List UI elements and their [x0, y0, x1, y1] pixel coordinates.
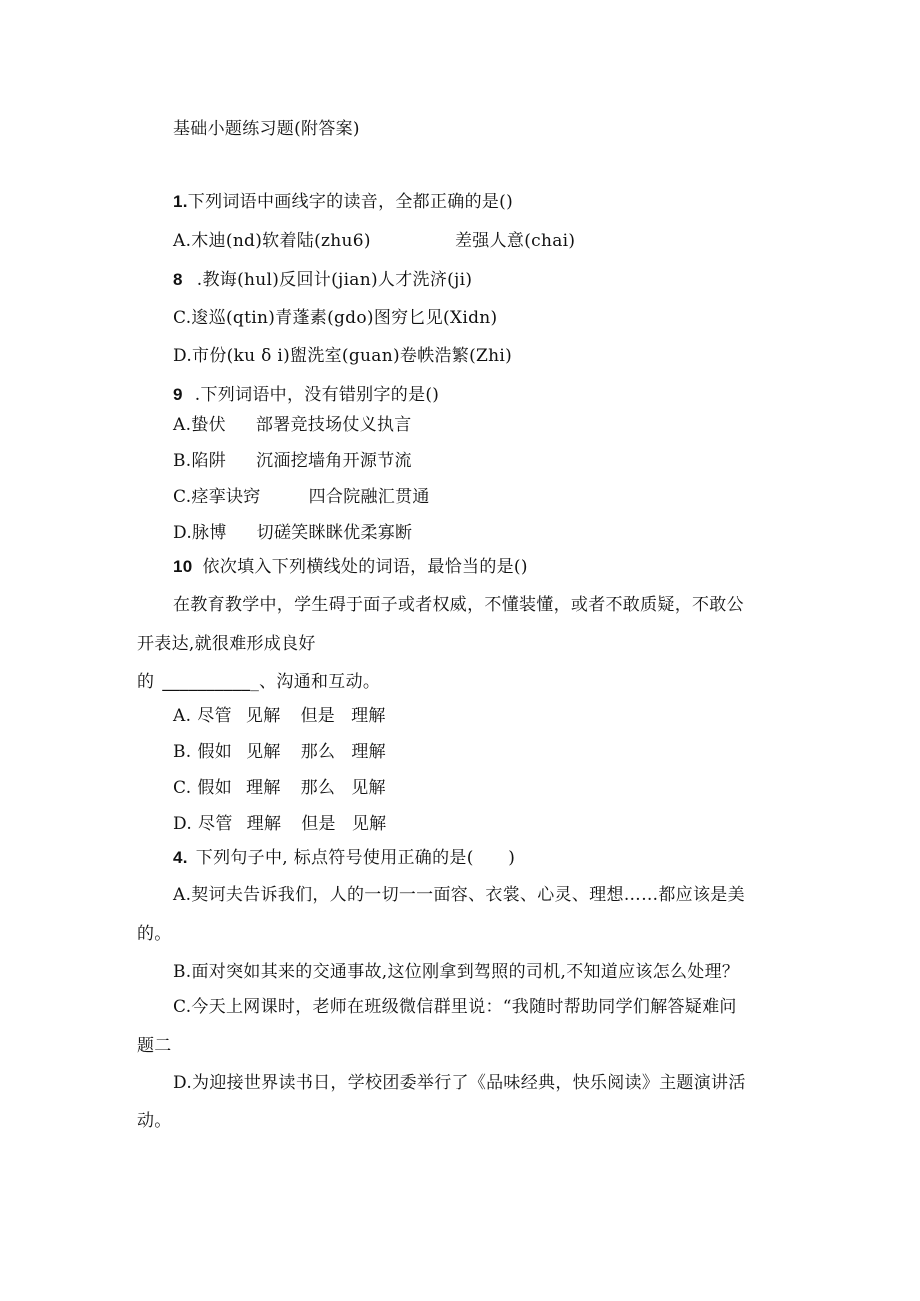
option-word: 那么	[300, 778, 336, 798]
option-word: 见解	[245, 706, 281, 726]
question-9-stem	[173, 384, 439, 406]
question-number: 1.	[173, 192, 188, 211]
option-text: .教诲(hul)反回计(jian)人才洗济(ji)	[196, 270, 473, 290]
option-label: D.	[173, 814, 193, 834]
option-label: D.脉博	[173, 523, 227, 543]
question-1-stem	[173, 191, 513, 213]
option-text: 沉湎挖墙角开源节流	[256, 451, 412, 471]
question-4-option-c-line-2: 题二	[137, 1036, 172, 1056]
question-4-option-a-line-1: A.契诃夫告诉我们，人的一切一一面容、衣裳、心灵、理想……都应该是美	[173, 885, 745, 905]
question-number: 9	[173, 385, 183, 404]
option-label: A.蛰伏	[173, 415, 226, 435]
option-word: 见解	[351, 778, 386, 798]
option-label: B.陷阱	[173, 451, 227, 471]
question-text: 下列词语中画线字的读音，全都正确的是()	[187, 192, 514, 212]
question-text: 依次填入下列横线处的词语，最恰当的是()	[202, 557, 528, 577]
option-word: 那么	[300, 742, 336, 762]
question-4-option-d-line-2: 动。	[137, 1111, 172, 1131]
option-number: 8	[173, 270, 183, 289]
question-number: 4.	[173, 848, 188, 867]
option-word: 假如	[197, 742, 233, 762]
fill-in-blank: __________	[162, 672, 251, 692]
option-word: 理解	[246, 814, 282, 834]
option-text: 切磋笑眯眯优柔寡断	[256, 523, 413, 543]
option-word: 理解	[351, 742, 386, 762]
option-word: 假如	[197, 778, 233, 798]
question-10-passage-line-2: 开表达,就很难形成良好	[137, 634, 316, 654]
question-10-option-b	[173, 741, 386, 763]
option-word: 尽管	[197, 706, 232, 726]
option-word: 尽管	[198, 814, 233, 834]
question-10-stem	[173, 556, 528, 578]
option-word: 理解	[351, 706, 386, 726]
question-10-passage-line-1: 在教育教学中，学生碍于面子或者权威，不懂装懂，或者不敢质疑，不敢公	[173, 595, 744, 615]
question-1-option-a-right: 差强人意(chai)	[455, 231, 576, 251]
question-10-option-c	[173, 777, 386, 799]
option-text: 四合院融汇贯通	[308, 487, 430, 507]
option-word: 但是	[300, 706, 336, 726]
question-9-option-c	[173, 486, 430, 508]
page-title: 基础小题练习题(附答案)	[173, 119, 360, 139]
question-9-option-d	[173, 522, 412, 544]
passage-text: _、沟通和互动。	[250, 672, 381, 692]
option-label: C.痉挛诀窍	[173, 487, 261, 507]
option-label: A.	[173, 706, 192, 726]
option-word: 但是	[301, 814, 336, 834]
question-9-option-b	[173, 450, 412, 472]
question-1-option-a-left: A.木迪(nd)软着陆(zhu6)	[173, 231, 371, 251]
option-text: 部署竞技场仗义执言	[255, 415, 412, 435]
option-label: B.	[173, 742, 192, 762]
question-4-option-c-line-1: C.今天上网课时，老师在班级微信群里说：“我随时帮助同学们解答疑难问	[173, 997, 737, 1017]
question-4-option-b: B.面对突如其来的交通事故,这位刚拿到驾照的司机,不知道应该怎么处理？	[173, 962, 740, 982]
option-word: 见解	[246, 742, 281, 762]
question-text: .下列词语中，没有错别字的是()	[194, 385, 440, 405]
question-1-option-c: C.逡巡(qtin)青蓬素(gdo)图穷匕见(Xidn)	[173, 308, 498, 328]
question-9-option-a	[173, 414, 412, 436]
question-1-option-d: D.市份(ku δ i)盥洗室(guan)卷帙浩繁(Zhi)	[173, 346, 513, 366]
question-4-option-a-line-2: 的。	[137, 924, 172, 944]
question-4-stem	[173, 847, 515, 869]
question-10-passage-line-3	[137, 671, 380, 693]
question-10-option-a	[173, 705, 386, 727]
question-4-option-d-line-1: D.为迎接世界读书日，学校团委举行了《品味经典，快乐阅读》主题演讲活	[173, 1073, 746, 1093]
option-word: 理解	[246, 778, 281, 798]
option-word: 见解	[351, 814, 387, 834]
question-1-option-b	[173, 269, 472, 291]
question-number: 10	[173, 557, 193, 576]
question-text: 下列句子中, 标点符号使用正确的是( )	[195, 848, 516, 868]
option-label: C.	[173, 778, 192, 798]
passage-text: 的	[137, 672, 155, 692]
question-10-option-d	[173, 813, 386, 835]
